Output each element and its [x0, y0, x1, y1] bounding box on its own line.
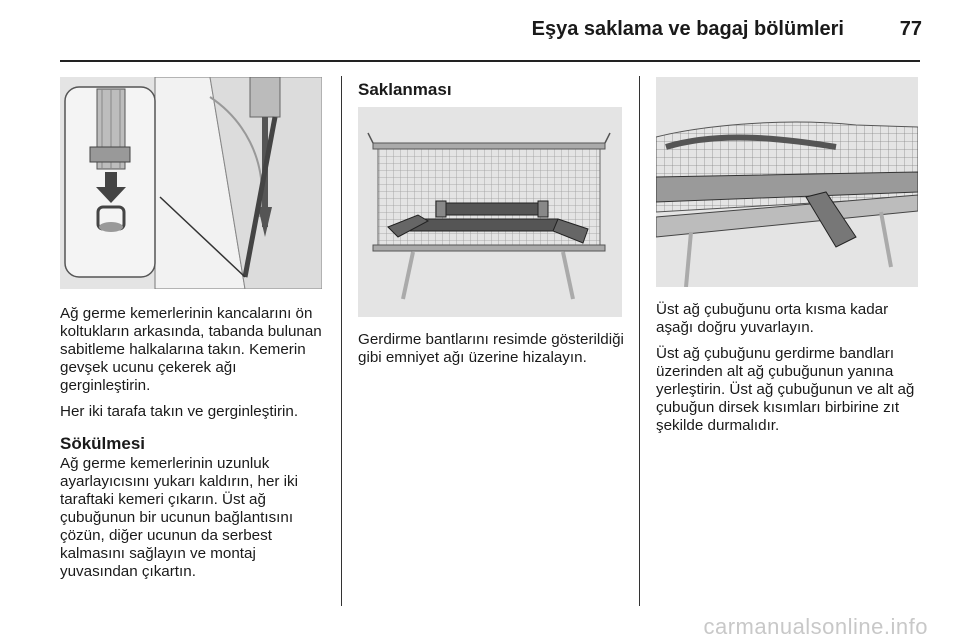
header-rule [60, 60, 920, 62]
paragraph: Ağ germe kemerlerinin uzunluk ayarlayıcısını yukarı kaldırın, her iki taraftaki kemeri çıkarın. Üst ağ çubuğunun bir ucunun bağlantısını çözün, diğer ucunun da serbest kalmasını sağlayın ve montaj yuvasından çıkartın. [60, 455, 299, 580]
net-straps-illustration [358, 107, 622, 317]
column-1-text [60, 305, 328, 589]
column-divider-left [341, 76, 342, 606]
section-heading: Saklanması [358, 80, 452, 99]
figure-net-rolled [656, 77, 918, 287]
paragraph: Gerdirme bantlarını resimde gösterildiği gibi emniyet ağı üzerine hizalayın. [358, 331, 624, 366]
column-2-text [358, 331, 626, 375]
paragraph: Ağ germe kemerlerinin kancalarını ön koltukların arkasında, tabanda bulunan sabitleme halkalarına takın. Kemerin gevşek ucunu çekerek ağı gerginleştirin. [60, 305, 322, 394]
paragraph: Her iki tarafa takın ve gerginleştirin. [60, 403, 299, 420]
belt-hook-illustration [60, 77, 322, 289]
figure-belt-hook [60, 77, 322, 289]
net-rolled-illustration [656, 77, 918, 287]
paragraph: Üst ağ çubuğunu gerdirme bandları üzerinden alt ağ çubuğunun yanına yerleştirin. Üst ağ çubuğunun ve alt ağ çubuğun dirsek kısımları birbirine zıt şekilde durmalıdır. [656, 345, 915, 434]
column-divider-right [639, 76, 640, 606]
paragraph: Üst ağ çubuğunu orta kısma kadar aşağı doğru yuvarlayın. [656, 301, 889, 336]
header-title: Eşya saklama ve bagaj bölümleri [531, 18, 844, 40]
page-number: 77 [899, 18, 922, 40]
figure-net-straps [358, 107, 622, 317]
column-3-text [656, 301, 926, 443]
section-heading: Sökülmesi [60, 434, 146, 453]
watermark: carmanualsonline.info [703, 614, 928, 639]
